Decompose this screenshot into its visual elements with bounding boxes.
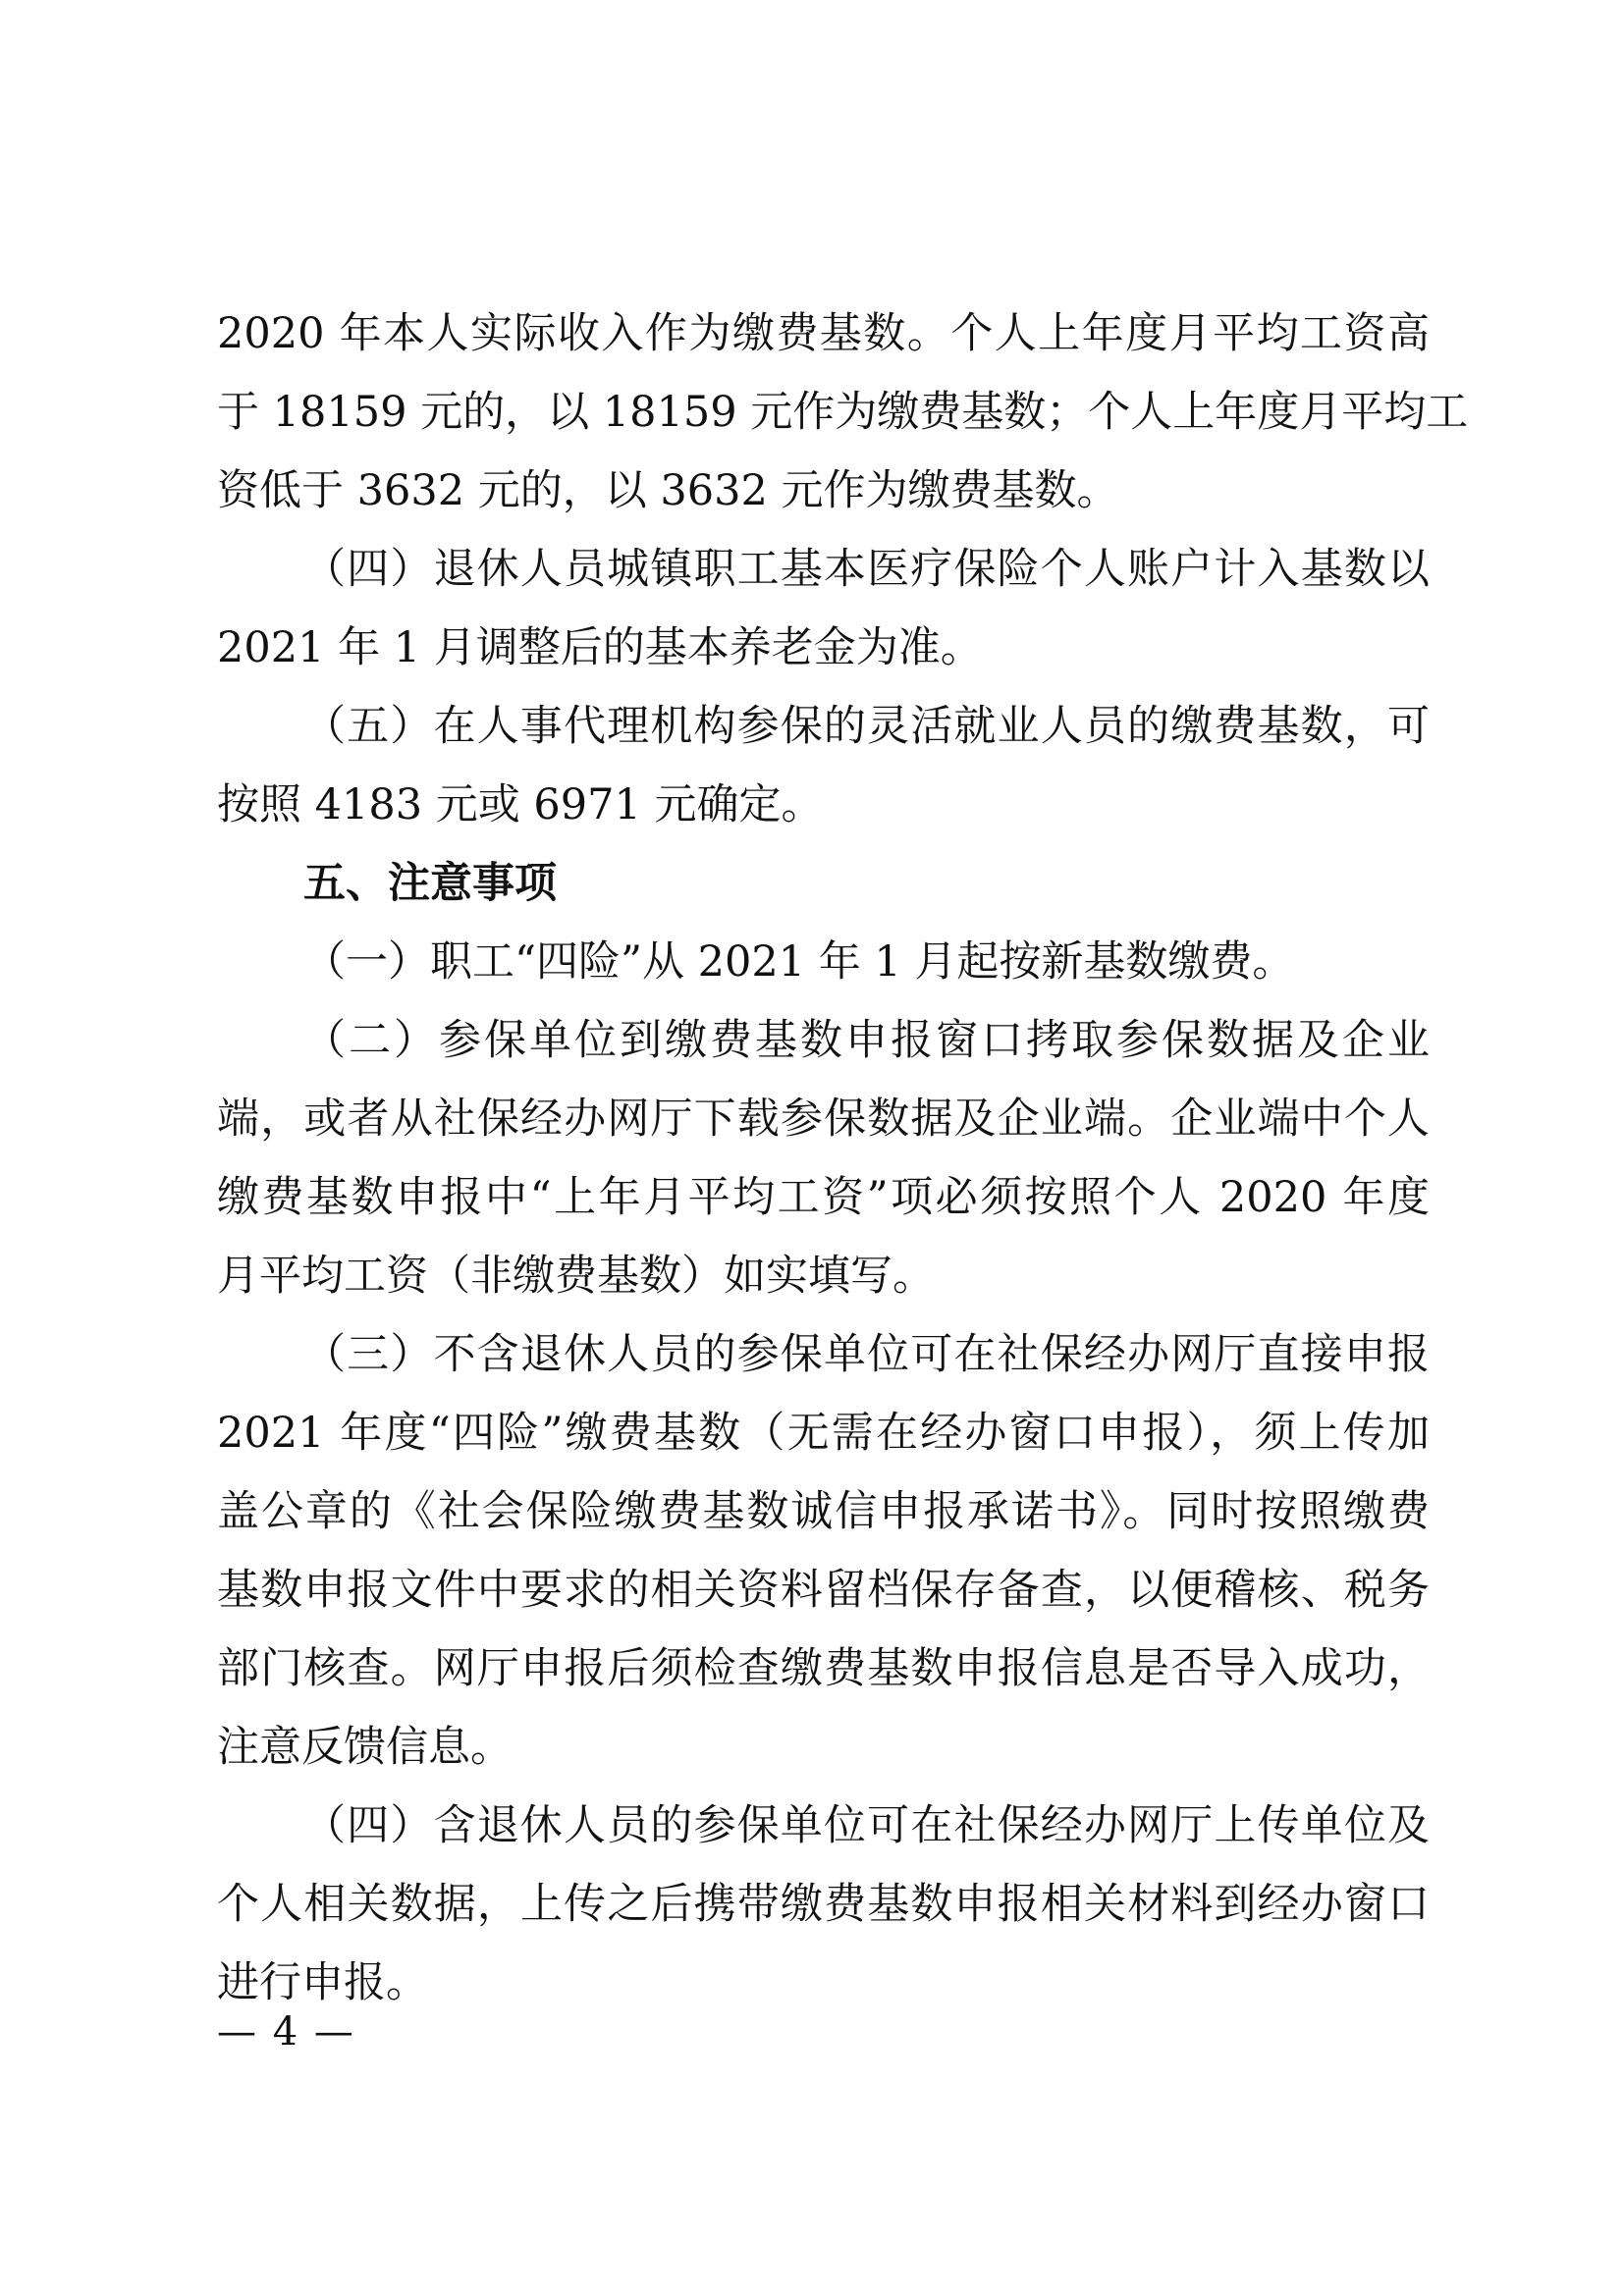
paragraph-line: 注意反馈信息。 bbox=[217, 1723, 513, 1772]
paragraph-line: 端，或者从社保经办网厅下载参保数据及企业端。企业端中个人 bbox=[217, 1095, 1430, 1144]
section-heading: 五、注意事项 bbox=[303, 859, 557, 908]
paragraph-line: 月平均工资（非缴费基数）如实填写。 bbox=[217, 1252, 935, 1301]
paragraph-line: 2020 年本人实际收入作为缴费基数。个人上年度月平均工资高 bbox=[217, 309, 1430, 358]
paragraph-line: 进行申报。 bbox=[217, 1958, 428, 2007]
paragraph-line: （一）职工“四险”从 2021 年 1 月起按新基数缴费。 bbox=[303, 937, 1295, 987]
paragraph-line: （二）参保单位到缴费基数申报窗口拷取参保数据及企业 bbox=[303, 1016, 1430, 1065]
paragraph-line: 部门核查。网厅申报后须检查缴费基数申报信息是否导入成功， bbox=[217, 1644, 1430, 1693]
paragraph-line: 按照 4183 元或 6971 元确定。 bbox=[217, 780, 824, 829]
paragraph-line: 2021 年度“四险”缴费基数（无需在经办窗口申报），须上传加 bbox=[217, 1409, 1430, 1458]
paragraph-line: 盖公章的《社会保险缴费基数诚信申报承诺书》。同时按照缴费 bbox=[217, 1487, 1430, 1536]
paragraph-line: 2021 年 1 月调整后的基本养老金为准。 bbox=[217, 623, 983, 672]
paragraph-line: 缴费基数申报中“上年月平均工资”项必须按照个人 2020 年度 bbox=[217, 1173, 1430, 1222]
paragraph-line: （五）在人事代理机构参保的灵活就业人员的缴费基数，可 bbox=[303, 702, 1430, 751]
paragraph-line: （三）不含退休人员的参保单位可在社保经办网厅直接申报 bbox=[303, 1330, 1430, 1379]
paragraph-line: 于 18159 元的，以 18159 元作为缴费基数；个人上年度月平均工 bbox=[217, 388, 1469, 437]
paragraph-line: 基数申报文件中要求的相关资料留档保存备查，以便稽核、税务 bbox=[217, 1566, 1430, 1615]
paragraph-line: （四）含退休人员的参保单位可在社保经办网厅上传单位及 bbox=[303, 1801, 1430, 1850]
paragraph-line: 个人相关数据，上传之后携带缴费基数申报相关材料到经办窗口 bbox=[217, 1880, 1430, 1929]
body-text bbox=[217, 294, 1469, 2022]
page-number: — 4 — bbox=[217, 2009, 355, 2055]
paragraph-line: （四）退休人员城镇职工基本医疗保险个人账户计入基数以 bbox=[303, 545, 1430, 594]
paragraph-line: 资低于 3632 元的，以 3632 元作为缴费基数。 bbox=[217, 466, 1119, 515]
